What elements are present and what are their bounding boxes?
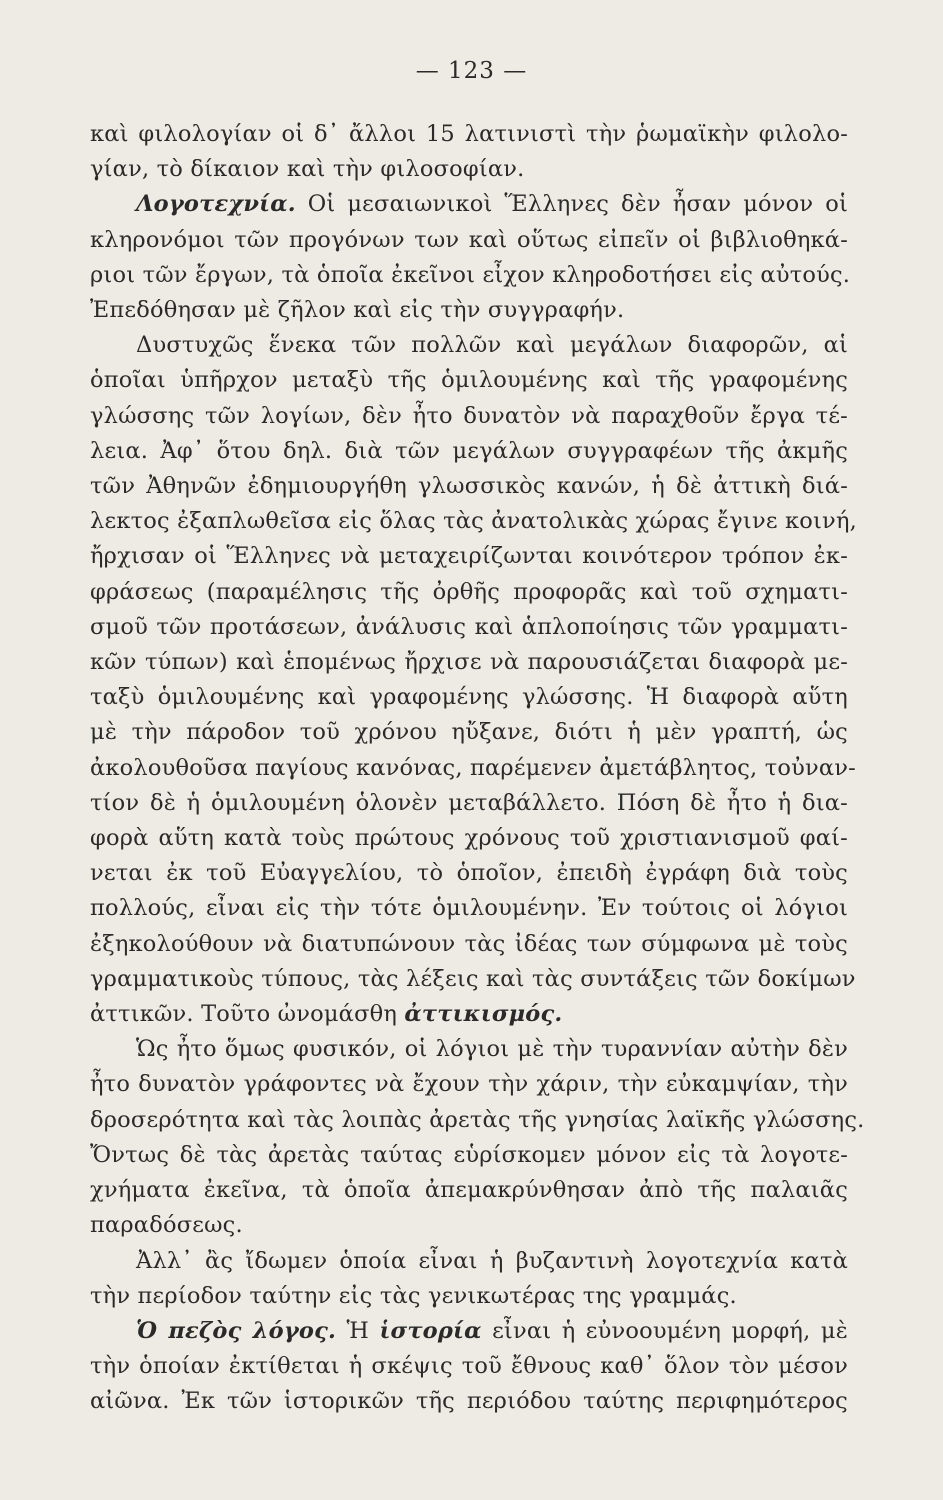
text-line <box>90 645 848 680</box>
text-line <box>90 434 848 469</box>
text-line <box>90 1173 848 1208</box>
text-line <box>90 399 848 434</box>
line-text: λεια. Ἀφ᾽ ὅτου δηλ. διὰ τῶν μεγάλων συγγραφέων τῆς ἀκμῆς <box>90 437 848 464</box>
text-line <box>90 152 848 187</box>
text-line <box>90 610 848 645</box>
text-line <box>90 328 848 363</box>
line-text: ἐξηκολούθουν νὰ διατυπώνουν τὰς ἰδέας των σύμφωνα μὲ τοὺς <box>90 930 848 957</box>
line-text: τὴν περίοδον ταύτην εἰς τὰς γενικωτέρας της γραμμάς. <box>90 1282 737 1309</box>
text-line <box>90 997 848 1032</box>
text-line <box>90 539 848 574</box>
text-line <box>90 1244 848 1279</box>
line-text: φράσεως (παραμέλησις τῆς ὀρθῆς προφορᾶς καὶ τοῦ σχηματι- <box>90 578 848 605</box>
paragraph <box>90 1314 848 1420</box>
text-line <box>90 1032 848 1067</box>
text-line <box>90 751 856 786</box>
text-line <box>90 927 848 962</box>
line-text: ὁποῖαι ὑπῆρχον μεταξὺ τῆς ὁμιλουμένης καὶ τῆς γραφομένης <box>90 367 848 394</box>
paragraph <box>90 187 851 328</box>
line-text: γραμματικοὺς τύπους, τὰς λέξεις καὶ τὰς συντάξεις τῶν δοκίμων <box>90 965 856 992</box>
paragraph <box>90 1244 848 1314</box>
emphasized-term: ἱστορία <box>379 1317 482 1344</box>
line-text: τὴν ὁποίαν ἐκτίθεται ἡ σκέψις τοῦ ἔθνους καθ᾽ ὅλον τὸν μέσον <box>90 1353 848 1380</box>
text-line <box>90 363 848 398</box>
line-text: σμοῦ τῶν προτάσεων, ἀνάλυσις καὶ ἁπλοποίησις τῶν γραμματι- <box>90 613 848 640</box>
text-line <box>90 715 848 750</box>
line-text: Ἡ <box>336 1317 380 1344</box>
line-text: χνήματα ἐκεῖνα, τὰ ὁποῖα ἀπεμακρύνθησαν ἀπὸ τῆς παλαιᾶς <box>90 1177 848 1204</box>
text-line <box>90 1138 848 1173</box>
text-line <box>90 504 857 539</box>
page-number: — 123 — <box>415 58 528 84</box>
line-text: Ὄντως δὲ τὰς ἀρετὰς ταύτας εὑρίσκομεν μόνον εἰς τὰ λογοτε- <box>90 1141 848 1168</box>
text-line <box>90 1103 865 1138</box>
section-heading: Ὁ πεζὸς λόγος. <box>136 1317 337 1344</box>
text-line <box>90 821 848 856</box>
text-line <box>90 962 856 997</box>
line-text: Ἀλλ᾽ ἂς ἴδωμεν ὁποία εἶναι ἡ βυζαντινὴ λογοτεχνία κατὰ <box>136 1247 848 1274</box>
line-text: Ὡς ἦτο ὅμως φυσικόν, οἱ λόγιοι μὲ τὴν τυραννίαν αὐτὴν δὲν <box>136 1036 848 1063</box>
line-text: Οἱ μεσαιωνικοὶ Ἕλληνες δὲν ἦσαν μόνον οἱ <box>295 191 848 218</box>
text-line <box>90 680 848 715</box>
text-line <box>90 1349 848 1384</box>
body-text <box>90 117 865 1420</box>
line-text: μὲ τὴν πάροδον τοῦ χρόνου ηὔξανε, διότι ἡ μὲν γραπτή, ὡς <box>90 719 848 746</box>
line-text: γίαν, τὸ δίκαιον καὶ τὴν φιλοσοφίαν. <box>90 156 525 183</box>
line-text: ἀκολουθοῦσα παγίους κανόνας, παρέμενεν ἀμετάβλητος, τοὐναν- <box>90 754 856 781</box>
text-line <box>90 293 848 328</box>
text-line <box>90 469 848 504</box>
text-line <box>90 575 848 610</box>
line-text: κῶν τύπων) καὶ ἑπομένως ἤρχισε νὰ παρουσιάζεται διαφορὰ με- <box>90 649 848 676</box>
line-text: νεται ἐκ τοῦ Εὐαγγελίου, τὸ ὁποῖον, ἐπειδὴ ἐγράφη διὰ τοὺς <box>90 860 848 887</box>
text-line <box>90 258 851 293</box>
line-text: ἀττικῶν. Τοῦτο ὠνομάσθη <box>90 1001 405 1028</box>
line-text: εἶναι ἡ εὐνοουμένη μορφή, μὲ <box>481 1317 848 1344</box>
emphasized-term: ἀττικισμός. <box>404 1001 563 1028</box>
text-line <box>90 1384 848 1419</box>
text-line <box>90 223 848 258</box>
section-heading: Λογοτεχνία. <box>136 191 296 218</box>
text-line <box>90 1279 848 1314</box>
line-text: παραδόσεως. <box>90 1212 243 1239</box>
line-text: φορὰ αὕτη κατὰ τοὺς πρώτους χρόνους τοῦ χριστιανισμοῦ φαί- <box>90 825 848 852</box>
line-text: λεκτος ἐξαπλωθεῖσα εἰς ὅλας τὰς ἀνατολικὰς χώρας ἔγινε κοινή, <box>90 508 857 535</box>
line-text: αἰῶνα. Ἐκ τῶν ἱστορικῶν τῆς περιόδου ταύτης περιφημότερος <box>90 1388 848 1415</box>
text-line <box>90 856 848 891</box>
line-text: γλώσσης τῶν λογίων, δὲν ἦτο δυνατὸν νὰ παραχθοῦν ἔργα τέ- <box>90 402 848 429</box>
text-line <box>90 786 848 821</box>
line-text: δροσερότητα καὶ τὰς λοιπὰς ἀρετὰς τῆς γνησίας λαϊκῆς γλώσσης. <box>90 1106 865 1133</box>
text-line <box>90 187 848 222</box>
paragraph <box>90 1032 865 1243</box>
line-text: ἤρχισαν οἱ Ἕλληνες νὰ μεταχειρίζωνται κοινότερον τρόπον ἐκ- <box>90 543 848 570</box>
text-line <box>90 1067 848 1102</box>
line-text: πολλούς, εἶναι εἰς τὴν τότε ὁμιλουμένην. Ἐν τούτοις οἱ λόγιοι <box>90 895 848 922</box>
line-text: κληρονόμοι τῶν προγόνων των καὶ οὕτως εἰπεῖν οἱ βιβλιοθηκά- <box>90 226 848 253</box>
text-line <box>90 1314 848 1349</box>
text-line <box>90 1208 848 1243</box>
paragraph <box>90 328 857 1032</box>
line-text: τίον δὲ ἡ ὁμιλουμένη ὁλονὲν μεταβάλλετο. Πόση δὲ ἦτο ἡ δια- <box>90 789 848 816</box>
line-text: ἦτο δυνατὸν γράφοντες νὰ ἔχουν τὴν χάριν, τὴν εὐκαμψίαν, τὴν <box>90 1071 848 1098</box>
line-text: ριοι τῶν ἔργων, τὰ ὁποῖα ἐκεῖνοι εἶχον κληροδοτήσει εἰς αὐτούς. <box>90 261 851 288</box>
line-text: καὶ φιλολογίαν οἱ δ᾽ ἄλλοι 15 λατινιστὶ τὴν ῥωμαϊκὴν φιλολο- <box>90 121 848 147</box>
paragraph <box>90 117 848 187</box>
text-line <box>90 891 848 926</box>
line-text: Ἐπεδόθησαν μὲ ζῆλον καὶ εἰς τὴν συγγραφήν. <box>90 297 625 324</box>
line-text: τῶν Ἀθηνῶν ἐδημιουργήθη γλωσσικὸς κανών, ἡ δὲ ἀττικὴ διά- <box>90 473 848 500</box>
line-text: ταξὺ ὁμιλουμένης καὶ γραφομένης γλώσσης. Ἡ διαφορὰ αὕτη <box>90 684 848 711</box>
text-line <box>90 117 848 152</box>
line-text: Δυστυχῶς ἕνεκα τῶν πολλῶν καὶ μεγάλων διαφορῶν, αἱ <box>136 332 848 359</box>
